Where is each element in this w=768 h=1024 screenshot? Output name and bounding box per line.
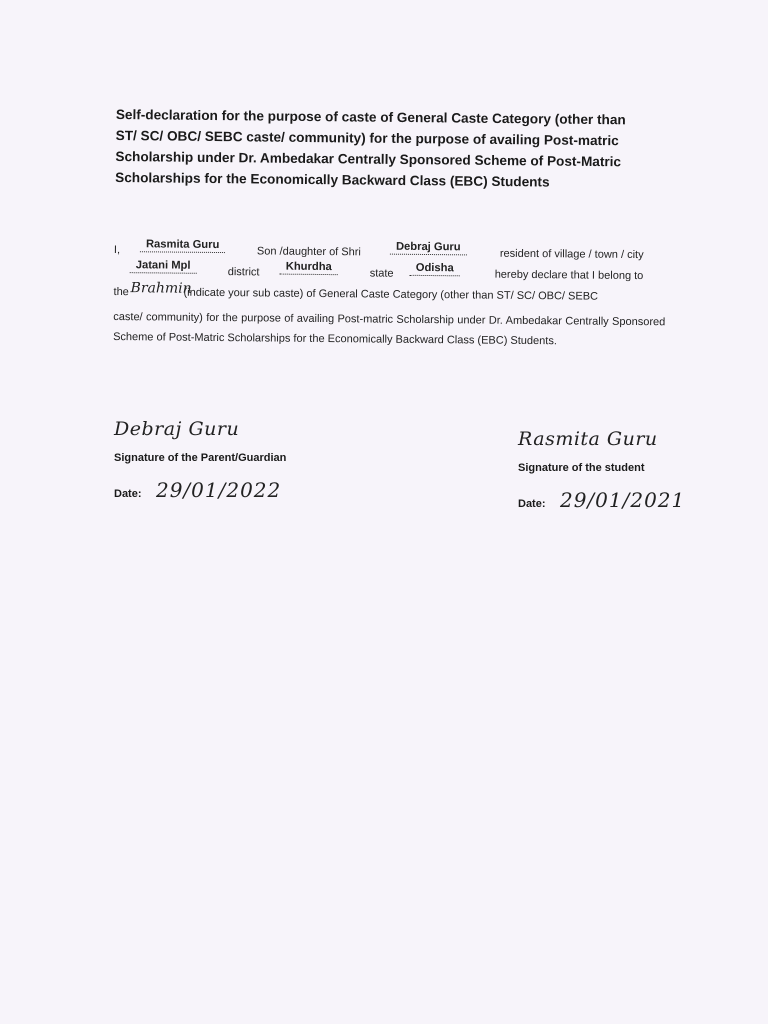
student-date-row <box>518 488 685 512</box>
parent-date-row <box>114 478 286 502</box>
title-line-2: ST/ SC/ OBC/ SEBC caste/ community) for the purpose of availing Post-matric <box>115 127 619 149</box>
district-field: Khurdha <box>280 261 338 276</box>
title-line-3: Scholarship under Dr. Ambedakar Centrally Sponsored Scheme of Post-Matric <box>115 148 622 170</box>
student-name-field: Rasmita Guru <box>140 238 225 253</box>
student-date-value: 29/01/2021 <box>559 488 686 512</box>
parent-signature-block <box>114 418 286 502</box>
resident-label: resident of village / town / city <box>499 247 644 262</box>
student-signature-label: Signature of the student <box>518 462 645 474</box>
document-title <box>115 104 676 194</box>
title-line-4: Scholarships for the Economically Backward Class (EBC) Students <box>115 169 550 190</box>
declaration-body <box>113 238 674 348</box>
village-field: Jatani Mpl <box>130 259 197 274</box>
sub-caste-hint: (indicate your sub caste) of General Caste Category (other than ST/ SC/ OBC/ SEBC <box>183 286 599 303</box>
declaration-paragraph: caste/ community) for the purpose of availing Post-matric Scholarship under Dr. Ambedakar Centrally Sponsored Scheme of Post-Matric Scholarships for the Economically Backward Class (EBC) Students. <box>113 310 666 348</box>
student-signature: Rasmita Guru <box>518 428 658 450</box>
sub-caste-handwritten: Brahmin <box>130 280 192 297</box>
state-field: Odisha <box>410 262 460 276</box>
student-signature-block <box>518 428 685 512</box>
son-daughter-label: Son /daughter of Shri <box>256 245 361 259</box>
parent-signature-label: Signature of the Parent/Guardian <box>114 452 287 464</box>
i-label: I, <box>113 244 121 257</box>
parent-date-label: Date: <box>114 488 142 500</box>
parent-signature: Debraj Guru <box>114 418 240 440</box>
the-label: the <box>113 285 129 299</box>
title-line-1: Self-declaration for the purpose of caste of General Caste Category (other than <box>115 106 626 128</box>
declare-label: hereby declare that I belong to <box>494 268 644 283</box>
district-label: district <box>227 266 260 279</box>
student-date-label: Date: <box>518 498 546 510</box>
parent-name-field: Debraj Guru <box>390 241 467 256</box>
parent-date-value: 29/01/2022 <box>155 478 282 502</box>
state-label: state <box>369 267 394 280</box>
